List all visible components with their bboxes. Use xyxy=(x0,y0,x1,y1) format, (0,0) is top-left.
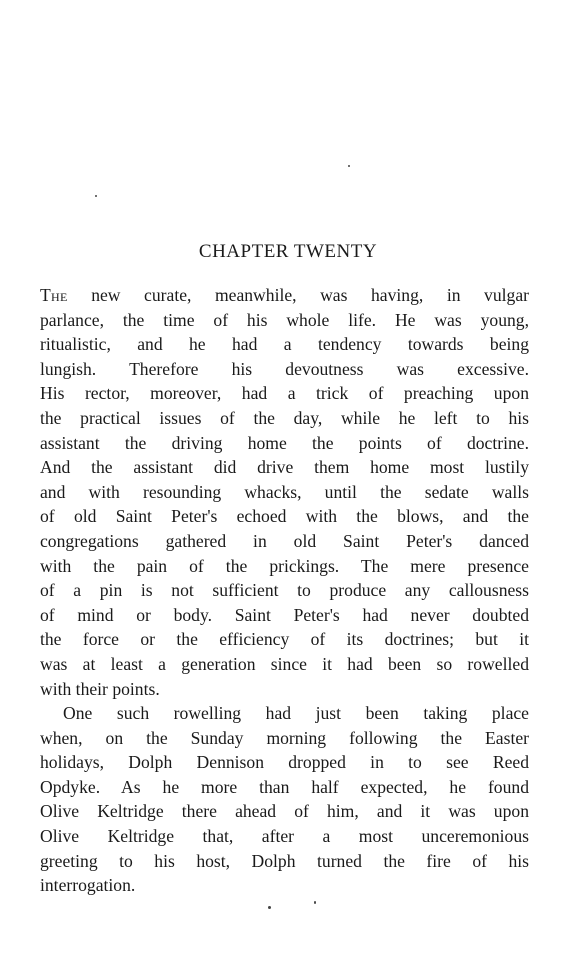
paragraph-1-line: the force or the efficiency of its doctrines; but it xyxy=(40,629,529,650)
body-text xyxy=(40,283,529,898)
scan-speck xyxy=(95,195,97,197)
paragraph-1-line: His rector, moreover, had a trick of preaching upon xyxy=(40,383,529,404)
paragraph-1-line: And the assistant did drive them home most lustily xyxy=(40,457,529,478)
paragraph-2-line-1: One such rowelling had just been taking place xyxy=(63,703,529,724)
paragraph-1-line: with the pain of the prickings. The mere presence xyxy=(40,555,529,576)
paragraph-1-line: assistant the driving home the points of doctrine. xyxy=(40,432,529,453)
paragraph-1-line: and with resounding whacks, until the sedate walls xyxy=(40,481,529,502)
scan-speck xyxy=(314,901,316,904)
paragraph-1-line: the practical issues of the day, while he left to his xyxy=(40,407,529,428)
paragraph-1-line-last: with their points. xyxy=(40,678,160,699)
chapter-title: CHAPTER TWENTY xyxy=(198,241,378,262)
paragraph-2-line: Olive Keltridge there ahead of him, and it was upon xyxy=(40,801,529,822)
paragraph-2-line: Olive Keltridge that, after a most unceremonious xyxy=(40,826,529,847)
paragraph-2-line: holidays, Dolph Dennison dropped in to see Reed xyxy=(40,752,529,773)
paragraph-2-line: Opdyke. As he more than half expected, he found xyxy=(40,776,529,797)
paragraph-1-line: parlance, the time of his whole life. He was young, xyxy=(40,309,529,330)
paragraph-2-line: when, on the Sunday morning following the Easter xyxy=(40,727,529,748)
paragraph-1-line: congregations gathered in old Saint Peter's danced xyxy=(40,530,529,551)
paragraph-1-line: ritualistic, and he had a tendency towards being xyxy=(40,334,529,355)
paragraph-1-line: of a pin is not sufficient to produce any callousness xyxy=(40,580,529,601)
paragraph-1-line-1-rest: new curate, meanwhile, was having, in vulgar xyxy=(67,285,529,305)
paragraph-1-line-1 xyxy=(40,283,529,308)
drop-word: The xyxy=(40,285,68,305)
paragraph-2-line-last: interrogation. xyxy=(40,875,136,896)
paragraph-1-line: of mind or body. Saint Peter's had never doubted xyxy=(40,604,529,625)
scan-speck xyxy=(348,165,350,167)
paragraph-1-line: of old Saint Peter's echoed with the blows, and the xyxy=(40,506,529,527)
paragraph-2-line: greeting to his host, Dolph turned the fire of his xyxy=(40,850,529,871)
paragraph-1-line: was at least a generation since it had been so rowelled xyxy=(40,653,529,674)
paragraph-1-line: lungish. Therefore his devoutness was excessive. xyxy=(40,358,529,379)
scan-speck xyxy=(268,906,271,909)
